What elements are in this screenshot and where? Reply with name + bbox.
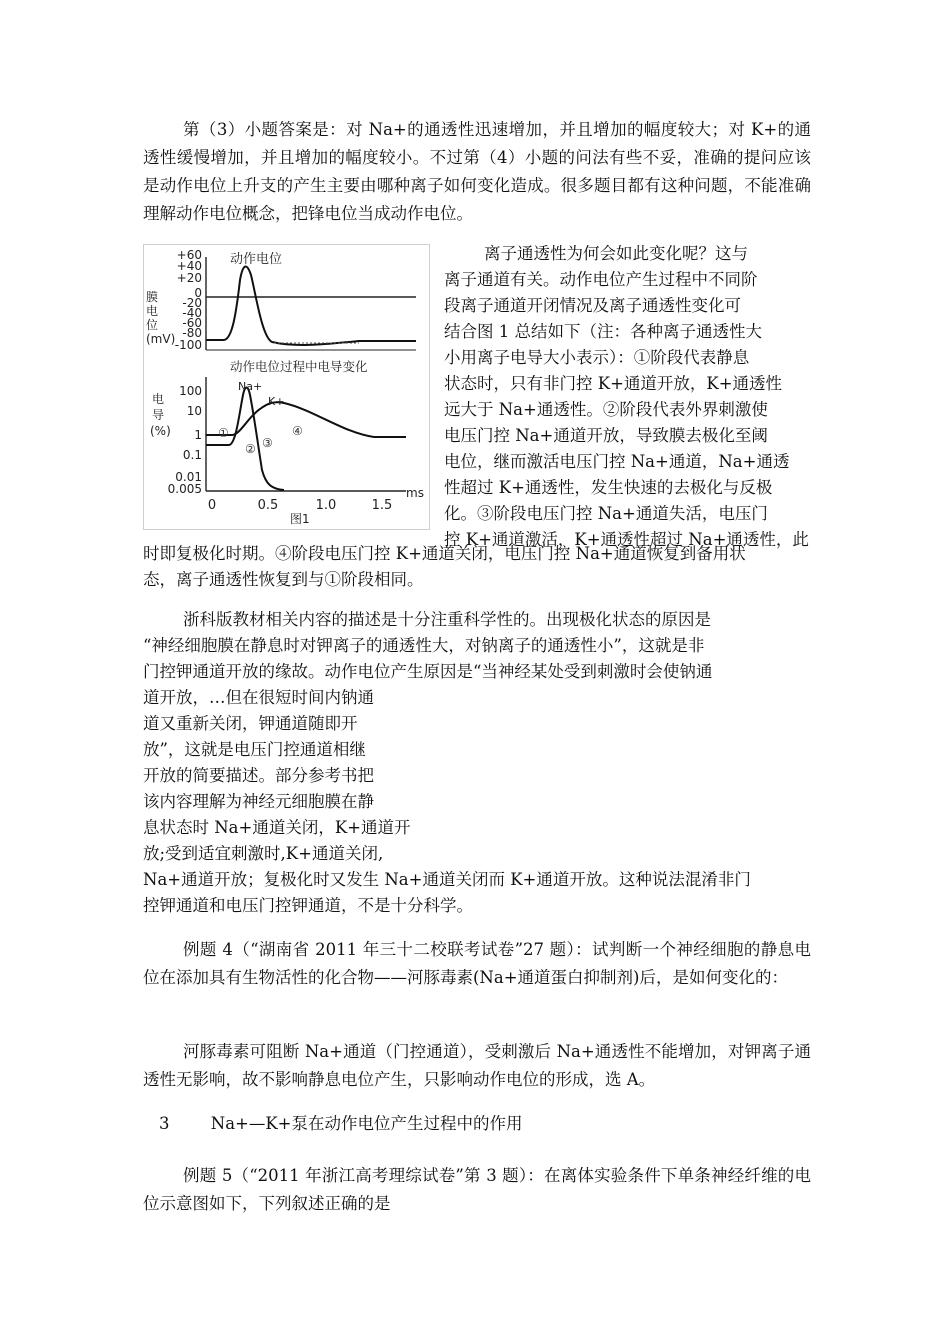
top-ylabel-4: (mV) xyxy=(146,332,176,346)
para3-line: 道又重新关闭，钾通道随即开 xyxy=(143,714,358,733)
wrap-line: 化。③阶段电压门控 Na+通道失活，电压门 xyxy=(444,504,768,523)
bottom-title: 动作电位过程中电导变化 xyxy=(230,359,368,374)
top-y-tick: -40 xyxy=(182,306,202,320)
para3-line: 道开放，…但在很短时间内钠通 xyxy=(143,688,374,707)
wrap-tail-line: 时即复极化时期。④阶段电压门控 K+通道关闭，电压门控 Na+通道恢复到备用状 xyxy=(143,544,746,563)
wrap-line: 控 K+通道激活，K+通透性超过 Na+通透性，此 xyxy=(444,530,809,549)
wrap-line: 远大于 Na+通透性。②阶段代表外界刺激使 xyxy=(444,400,768,419)
stage-1-label: ① xyxy=(218,426,229,440)
x-tick: 1.0 xyxy=(315,498,337,513)
paragraph-example-4-answer: 河豚毒素可阻断 Na+通道（门控通道），受刺激后 Na+通透性不能增加，对钾离子通透性无影响，故不影响静息电位产生，只影响动作电位的形成，选 A。 xyxy=(143,1042,811,1089)
wrap-tail-line: 态，离子通透性恢复到与①阶段相同。 xyxy=(143,570,424,589)
wrap-line: 结合图 1 总结如下（注：各种离子通透性大 xyxy=(444,322,762,341)
para3-line: 该内容理解为神经元细胞膜在静 xyxy=(143,792,374,811)
wrap-line: 离子通透性为何会如此变化呢？这与 xyxy=(484,244,748,263)
top-y-tick: +20 xyxy=(176,271,202,285)
paragraph-example-4: 例题 4（“湖南省 2011 年三十二校联考试卷”27 题）：试判断一个神经细胞的静息电位在添加具有生物活性的化合物——河豚毒素(Na+通道蛋白抑制剂)后，是如何变化的： xyxy=(143,940,811,987)
para3-line: Na+通道开放；复极化时又发生 Na+通道关闭而 K+通道开放。这种说法混淆非门 xyxy=(143,870,751,889)
para3-line: 控钾通道和电压门控钾通道，不是十分科学。 xyxy=(143,896,473,915)
para3-line: 放”，这就是电压门控通道相继 xyxy=(143,740,366,759)
figure-1-action-potential-conductance xyxy=(143,244,430,530)
section-heading-3 xyxy=(159,1110,523,1138)
top-y-tick: -100 xyxy=(174,338,202,352)
para3-line: 门控钾通道开放的缘故。动作电位产生原因是“当神经某处受到刺激时会使钠通 xyxy=(143,662,713,681)
wrap-line: 段离子通道开闭情况及离子通透性变化可 xyxy=(444,296,741,315)
top-ylabel-2: 电 xyxy=(146,304,159,318)
top-y-tick: +40 xyxy=(176,259,202,273)
bottom-ylabel-3: (%) xyxy=(150,424,171,438)
para3-line: 开放的简要描述。部分参考书把 xyxy=(143,766,374,785)
bottom-y-tick: 0.1 xyxy=(182,448,202,462)
top-y-tick: -20 xyxy=(182,296,202,310)
bottom-y-tick: 0.01 xyxy=(175,470,202,484)
top-ylabel-3: 位 xyxy=(146,318,159,332)
paragraph-example-5: 例题 5（“2011 年浙江高考理综试卷”第 3 题）：在离体实验条件下单条神经纤维的电位示意图如下，下列叙述正确的是 xyxy=(143,1166,811,1213)
stage-3-label: ③ xyxy=(262,436,273,450)
figure-svg xyxy=(144,245,429,529)
stage-4-label: ④ xyxy=(292,424,303,438)
wrap-line: 状态时，只有非门控 K+通道开放，K+通透性 xyxy=(444,374,783,393)
figure-caption: 图1 xyxy=(290,512,310,526)
wrap-line: 性超过 K+通透性，发生快速的去极化与反极 xyxy=(444,478,773,497)
x-axis-ticks xyxy=(208,498,392,513)
bottom-y-tick: 1 xyxy=(194,428,202,442)
bottom-y-tick: 100 xyxy=(179,384,202,398)
top-y-tick: 0 xyxy=(194,286,202,300)
para3-line: “神经细胞膜在静息时对钾离子的通透性大，对钠离子的通透性小”，这就是非 xyxy=(143,636,705,655)
bottom-ylabel-1: 电 xyxy=(152,392,165,406)
para3-line: 浙科版教材相关内容的描述是十分注重科学性的。出现极化状态的原因是 xyxy=(183,610,711,629)
top-y-tick: +60 xyxy=(176,248,202,262)
x-tick: 0.5 xyxy=(257,498,279,513)
paragraph-answer: 第（3）小题答案是：对 Na+的通透性迅速增加，并且增加的幅度较大；对 K+的通透性缓慢增加，并且增加的幅度较小。不过第（4）小题的问法有些不妥，准确的提问应该是动作电位上升支的产生主要由哪种离子如何变化造成。很多题目都有这种问题，不能准确理解动作电位概念，把锋电位当成动作电位。 xyxy=(143,120,811,223)
top-ylabel-1: 膜 xyxy=(146,290,159,304)
bottom-y-tick: 0.005 xyxy=(167,482,202,496)
bottom-y-ticks xyxy=(168,384,202,496)
para3-line: 息状态时 Na+通道关闭，K+通道开 xyxy=(143,818,411,837)
top-y-ticks xyxy=(175,248,202,352)
na-label: Na+ xyxy=(238,380,263,393)
wrap-line: 电压门控 Na+通道开放，导致膜去极化至阈 xyxy=(444,426,768,445)
top-title: 动作电位 xyxy=(230,252,283,267)
section-number: 3 xyxy=(159,1114,170,1133)
stage-2-label: ② xyxy=(245,442,256,456)
bottom-ylabel-2: 导 xyxy=(152,408,165,422)
top-y-tick: -80 xyxy=(182,326,202,340)
wrap-line: 离子通道有关。动作电位产生过程中不同阶 xyxy=(444,270,758,289)
top-y-tick: -60 xyxy=(182,316,202,330)
wrap-line: 小用离子电导大小表示）：①阶段代表静息 xyxy=(444,348,750,367)
x-unit: ms xyxy=(406,486,424,500)
x-tick: 1.5 xyxy=(371,498,393,513)
wrap-line: 电位，继而激活电压门控 Na+通道，Na+通透 xyxy=(444,452,790,471)
para3-line: 放;受到适宜刺激时,K+通道关闭, xyxy=(143,844,384,863)
x-tick: 0 xyxy=(207,498,217,513)
action-potential-curve xyxy=(206,267,416,345)
k-label: K+ xyxy=(268,395,285,408)
section-title: Na+—K+泵在动作电位产生过程中的作用 xyxy=(210,1114,523,1133)
bottom-y-tick: 10 xyxy=(186,404,202,418)
